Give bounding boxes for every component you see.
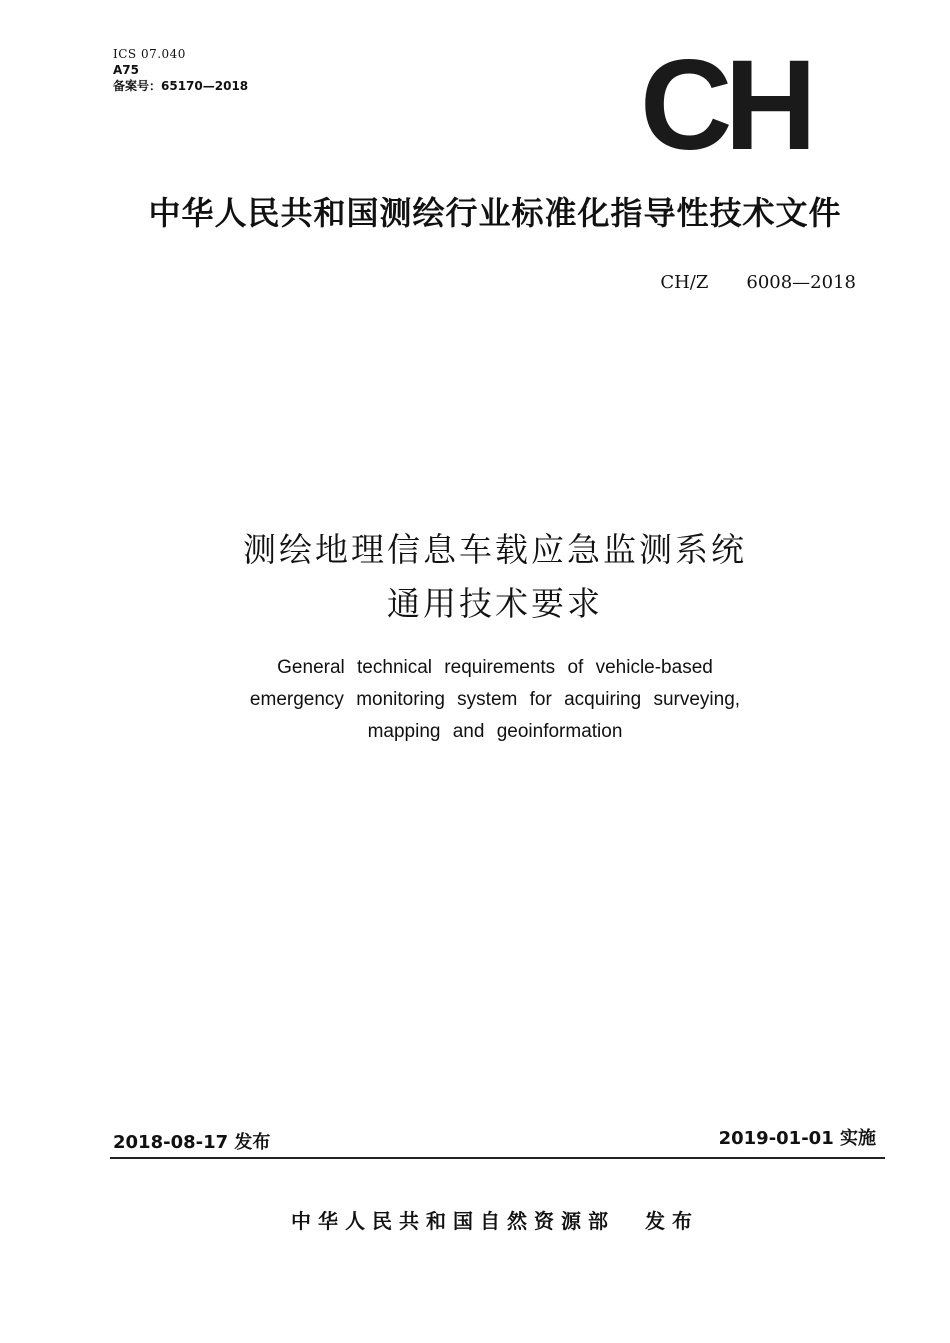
issuer-action: 发布: [645, 1209, 699, 1233]
title-cn-line1: 测绘地理信息车载应急监测系统: [243, 530, 747, 569]
series-title: 中华人民共和国测绘行业标准化指导性技术文件: [148, 194, 842, 232]
title-en-line3: mapping and geoinformation: [367, 721, 623, 742]
standard-code: CH/Z: [660, 272, 709, 293]
implement-date: 2019-01-01 实施: [718, 1128, 876, 1149]
standard-year-number: 6008—2018: [746, 272, 856, 293]
ics-code: ICS 07.040: [113, 47, 186, 61]
title-cn-line2: 通用技术要求: [387, 584, 603, 623]
divider-rule: [110, 1157, 885, 1159]
classification-code: A75: [113, 63, 139, 77]
title-en-line2: emergency monitoring system for acquiring surveying,: [249, 689, 741, 710]
issuer: [0, 1205, 950, 1234]
standard-number: [660, 272, 856, 293]
issuer-name: 中华人民共和国自然资源部: [291, 1209, 615, 1233]
publish-date: 2018-08-17 发布: [113, 1132, 271, 1153]
ch-logo: CH: [640, 34, 809, 177]
record-number: 备案号：65170—2018: [113, 79, 249, 93]
title-en-line1: General technical requirements of vehicle-based: [277, 657, 713, 678]
